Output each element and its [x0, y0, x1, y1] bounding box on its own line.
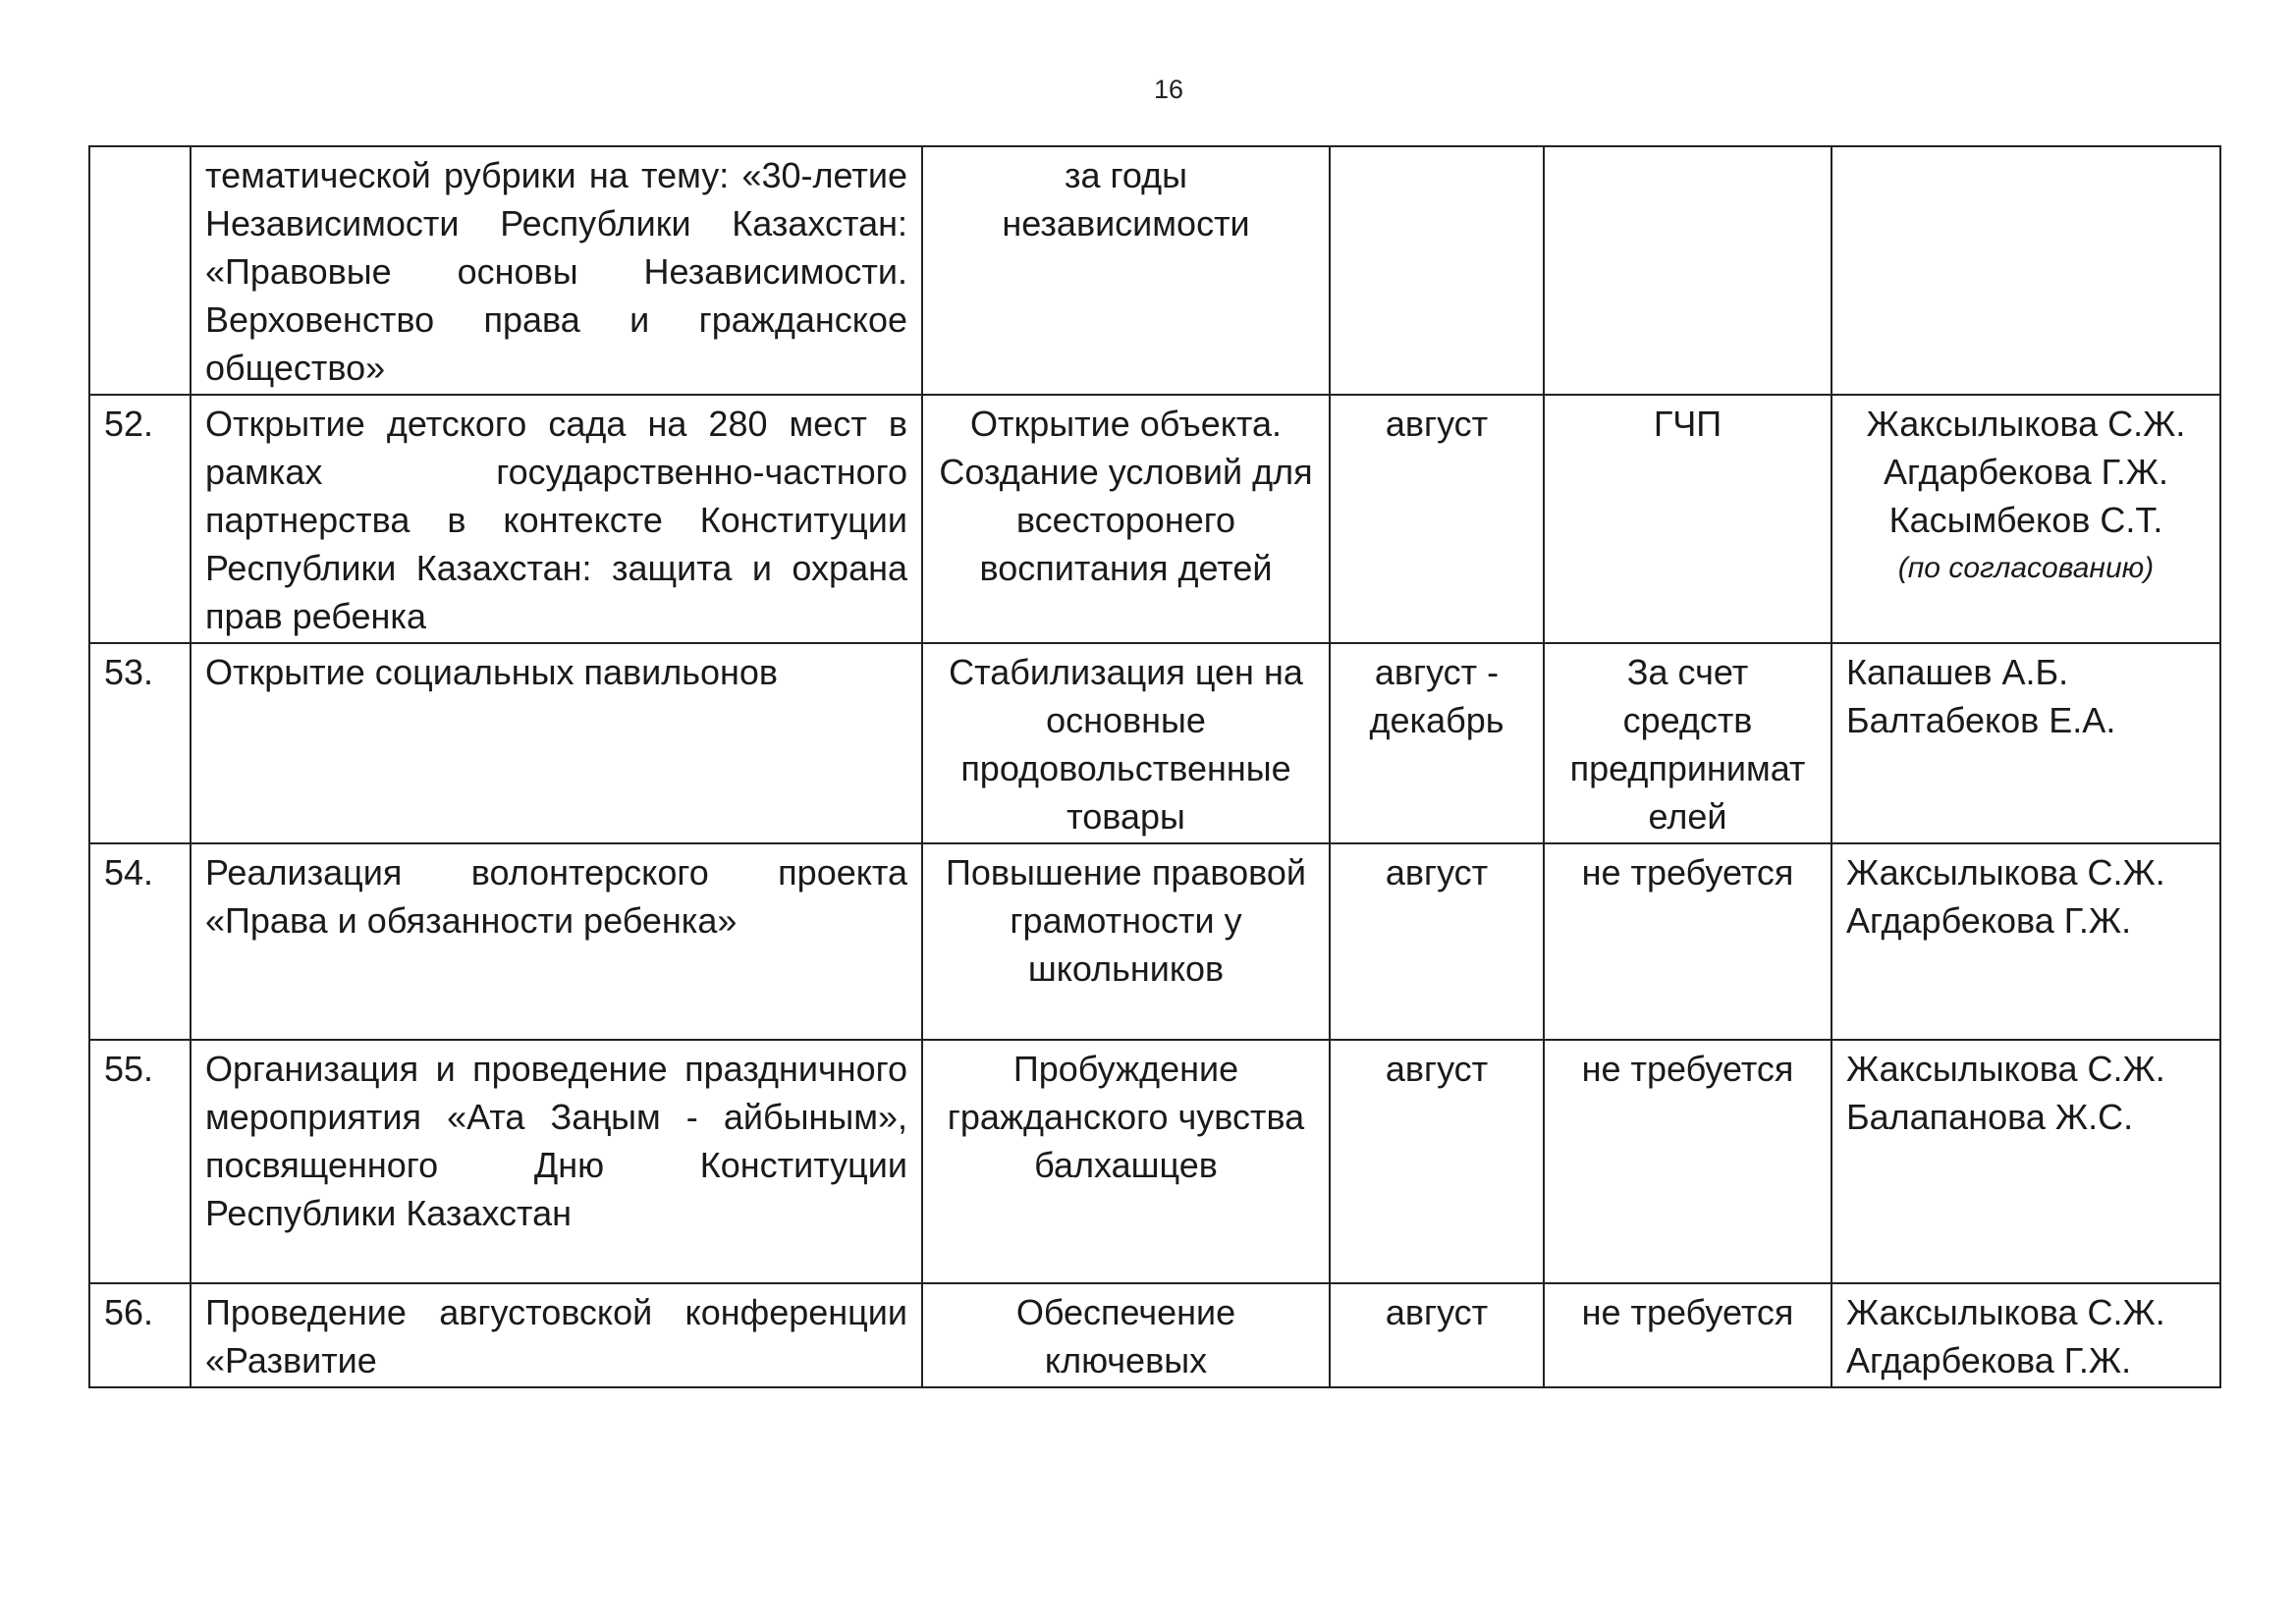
term-cell: [1330, 146, 1544, 395]
responsible-person: Агдарбекова Г.Ж.: [1883, 452, 2169, 492]
financing-cell: не требуется: [1544, 843, 1831, 1040]
financing-cell: [1544, 146, 1831, 395]
result-cell: Открытие объекта. Создание условий для всесторонего воспитания детей: [922, 395, 1330, 643]
term-cell: август: [1330, 1040, 1544, 1283]
table-row: [89, 643, 2220, 843]
responsible-person: Балтабеков Е.А.: [1846, 700, 2116, 740]
event-cell: Открытие детского сада на 280 мест в рамках государственно-частного партнерства в контексте Конституции Республики Казахстан: защита и охрана прав ребенка: [191, 395, 922, 643]
event-cell: Открытие социальных павильонов: [191, 643, 922, 843]
responsible-person: Балапанова Ж.С.: [1846, 1097, 2134, 1137]
responsible-cell: [1831, 1283, 2220, 1387]
table-row: [89, 843, 2220, 1040]
table-row: [89, 1283, 2220, 1387]
row-number: 54.: [89, 843, 191, 1040]
row-number: 52.: [89, 395, 191, 643]
row-number: 56.: [89, 1283, 191, 1387]
term-cell: август: [1330, 1283, 1544, 1387]
responsible-cell: [1831, 843, 2220, 1040]
row-number: 53.: [89, 643, 191, 843]
result-cell: Обеспечение ключевых: [922, 1283, 1330, 1387]
responsible-person: Жаксылыкова С.Ж.: [1846, 1292, 2165, 1332]
agreement-note: (по согласованию): [1897, 552, 2155, 584]
result-cell: Пробуждение гражданского чувства балхашцев: [922, 1040, 1330, 1283]
responsible-person: Капашев А.Б.: [1846, 652, 2069, 692]
events-plan-table: [88, 145, 2221, 1388]
event-cell: Проведение августовской конференции «Развитие: [191, 1283, 922, 1387]
result-cell: Повышение правовой грамотности у школьников: [922, 843, 1330, 1040]
table-row: [89, 1040, 2220, 1283]
responsible-cell: [1831, 1040, 2220, 1283]
responsible-person: Касымбеков С.Т.: [1888, 500, 2163, 540]
responsible-person: Жаксылыкова С.Ж.: [1846, 1049, 2165, 1089]
financing-cell: не требуется: [1544, 1040, 1831, 1283]
responsible-person: Агдарбекова Г.Ж.: [1846, 1340, 2132, 1380]
term-cell: август: [1330, 395, 1544, 643]
event-cell: тематической рубрики на тему: «30-летие Независимости Республики Казахстан: «Правовые основы Независимости. Верховенство права и гражданское общество»: [191, 146, 922, 395]
result-cell: за годы независимости: [922, 146, 1330, 395]
term-cell: август - декабрь: [1330, 643, 1544, 843]
result-cell: Стабилизация цен на основные продовольственные товары: [922, 643, 1330, 843]
row-number: 55.: [89, 1040, 191, 1283]
term-cell: август: [1330, 843, 1544, 1040]
responsible-cell: [1831, 146, 2220, 395]
responsible-person: Агдарбекова Г.Ж.: [1846, 900, 2132, 941]
table-row: [89, 395, 2220, 643]
responsible-cell: [1831, 395, 2220, 643]
table-row: [89, 146, 2220, 395]
responsible-cell: [1831, 643, 2220, 843]
event-cell: Реализация волонтерского проекта «Права и обязанности ребенка»: [191, 843, 922, 1040]
financing-cell: ГЧП: [1544, 395, 1831, 643]
financing-cell: За счет средств предпринимат елей: [1544, 643, 1831, 843]
row-number: [89, 146, 191, 395]
page-number: 16: [1153, 75, 1184, 104]
responsible-person: Жаксылыкова С.Ж.: [1866, 404, 2186, 444]
event-cell: Организация и проведение праздничного мероприятия «Ата Заңым - айбыным», посвященного Дню Конституции Республики Казахстан: [191, 1040, 922, 1283]
financing-cell: не требуется: [1544, 1283, 1831, 1387]
responsible-person: Жаксылыкова С.Ж.: [1846, 852, 2165, 893]
